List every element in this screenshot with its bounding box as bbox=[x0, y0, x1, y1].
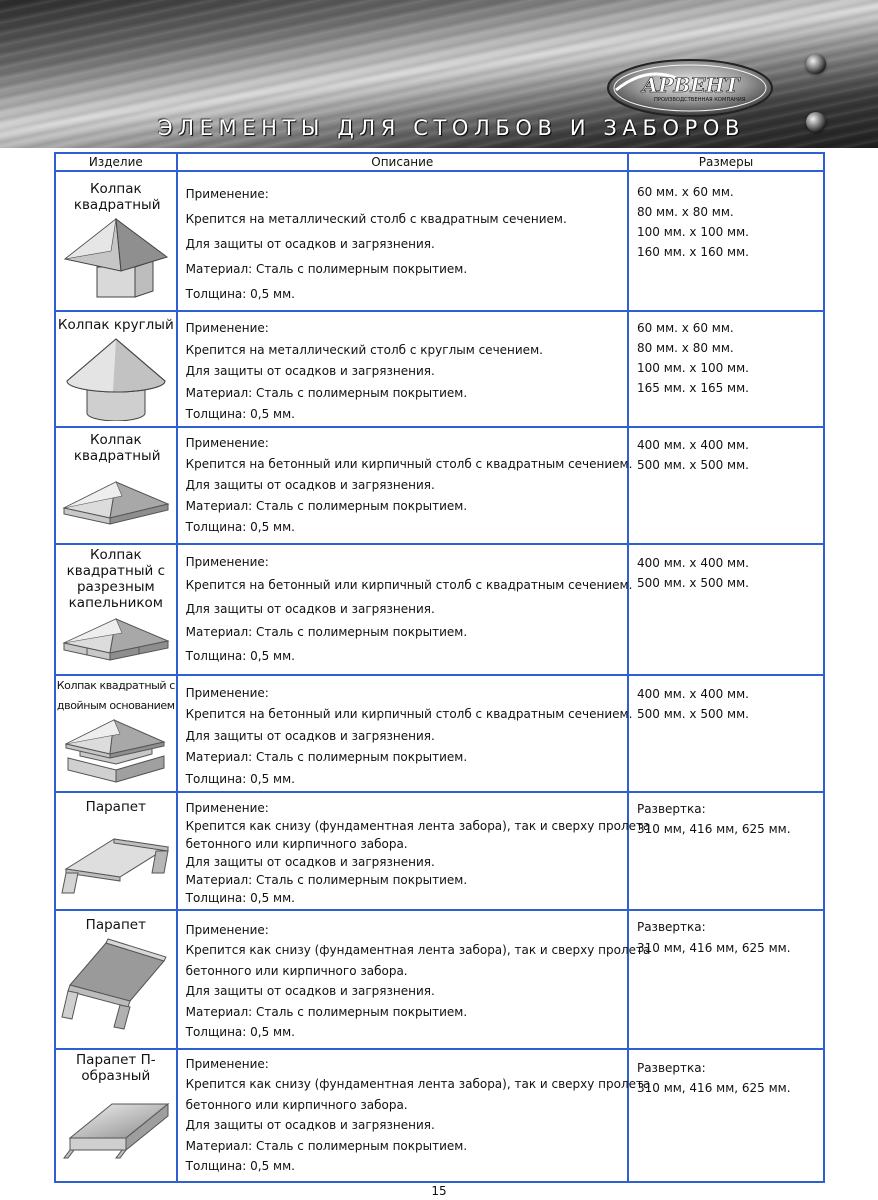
products-table bbox=[54, 152, 825, 1183]
description-line: Крепится как снизу (фундаментная лента забора), так и сверху пролета bbox=[185, 1077, 651, 1091]
sizes-cell bbox=[628, 792, 824, 910]
sizes-cell bbox=[628, 675, 824, 792]
table-row bbox=[55, 910, 824, 1049]
table-row bbox=[55, 675, 824, 792]
sizes-cell bbox=[628, 311, 824, 427]
description-line: бетонного или кирпичного забора. bbox=[185, 1097, 408, 1112]
description-line: Для защиты от осадков и загрязнения. bbox=[185, 854, 435, 869]
description-line: Материал: Сталь с полимерным покрытием. bbox=[185, 750, 468, 764]
size-line: 400 мм. х 400 мм. bbox=[636, 437, 749, 452]
description-line: Крепится на бетонный или кирпичный столб с квадратным сечением. bbox=[185, 578, 633, 592]
description-line: Материал: Сталь с полимерным покрытием. bbox=[185, 872, 468, 887]
description-line: Применение: bbox=[185, 800, 269, 815]
description-line: Для защиты от осадков и загрязнения. bbox=[185, 237, 435, 251]
description-line: Крепится на бетонный или кирпичный столб с квадратным сечением. bbox=[185, 456, 633, 471]
size-line: 310 мм, 416 мм, 625 мм. bbox=[636, 1080, 791, 1095]
size-line: Развертка: bbox=[636, 1060, 706, 1075]
square-cap-icon bbox=[61, 215, 171, 301]
item-name: Колпак квадратный с двойным основанием bbox=[56, 678, 175, 712]
description-line: Крепится на металлический столб с квадратным сечением. bbox=[185, 212, 567, 226]
item-cell bbox=[55, 792, 177, 910]
parapet-icon bbox=[60, 817, 172, 897]
description-line: Толщина: 0,5 мм. bbox=[185, 1025, 295, 1039]
item-cell bbox=[55, 544, 177, 675]
header-banner bbox=[0, 0, 878, 148]
item-cell bbox=[55, 311, 177, 427]
description-cell bbox=[177, 311, 628, 427]
item-name: Колпак круглый bbox=[57, 317, 174, 333]
item-name: Парапет bbox=[85, 798, 146, 815]
description-line: Материал: Сталь с полимерным покрытием. bbox=[185, 625, 468, 639]
size-line: 500 мм. х 500 мм. bbox=[636, 457, 749, 472]
description-line: Применение: bbox=[185, 554, 269, 569]
table-row bbox=[55, 792, 824, 910]
size-line: 60 мм. х 60 мм. bbox=[636, 185, 734, 199]
item-name: Колпак квадратный bbox=[73, 181, 161, 213]
column-header-description: Описание bbox=[177, 153, 628, 171]
description-line: Для защиты от осадков и загрязнения. bbox=[185, 728, 435, 743]
description-line: Для защиты от осадков и загрязнения. bbox=[185, 364, 435, 378]
logo-name: АРВЕНТ bbox=[642, 73, 740, 97]
description-line: Крепится на металлический столб с круглым сечением. bbox=[185, 342, 543, 357]
logo-subtitle: ПРОИЗВОДСТВЕННАЯ КОМПАНИЯ bbox=[654, 97, 746, 103]
double-base-cap-icon bbox=[60, 718, 172, 784]
description-line: бетонного или кирпичного забора. bbox=[185, 836, 408, 851]
split-drip-cap-icon bbox=[60, 613, 172, 671]
company-logo bbox=[606, 58, 774, 118]
size-line: 500 мм. х 500 мм. bbox=[636, 706, 749, 721]
table-row bbox=[55, 311, 824, 427]
description-cell bbox=[177, 427, 633, 544]
sizes-cell bbox=[628, 1049, 824, 1182]
description-cell bbox=[177, 544, 633, 675]
description-line: Толщина: 0,5 мм. bbox=[185, 771, 295, 786]
description-line: Толщина: 0,5 мм. bbox=[185, 890, 295, 905]
size-line: 400 мм. х 400 мм. bbox=[636, 686, 749, 701]
description-line: Применение: bbox=[185, 1056, 269, 1071]
size-line: 80 мм. х 80 мм. bbox=[636, 205, 734, 219]
item-cell bbox=[55, 910, 177, 1049]
flat-square-cap-icon bbox=[60, 466, 172, 534]
item-cell bbox=[55, 171, 177, 311]
bolt-icon bbox=[806, 112, 826, 132]
table-row bbox=[55, 544, 824, 675]
description-line: Толщина: 0,5 мм. bbox=[185, 407, 295, 421]
column-header-item: Изделие bbox=[55, 153, 177, 171]
sizes-cell bbox=[628, 427, 824, 544]
size-line: 60 мм. х 60 мм. bbox=[636, 321, 734, 335]
size-line: 165 мм. х 165 мм. bbox=[636, 381, 749, 395]
size-line: 160 мм. х 160 мм. bbox=[636, 245, 749, 259]
bolt-icon bbox=[806, 54, 826, 74]
description-line: Крепится на бетонный или кирпичный столб с квадратным сечением. bbox=[185, 707, 633, 721]
description-line: Применение: bbox=[185, 321, 269, 335]
description-line: Для защиты от осадков и загрязнения. bbox=[185, 1118, 435, 1132]
description-line: Материал: Сталь с полимерным покрытием. bbox=[185, 262, 468, 276]
sizes-cell bbox=[628, 910, 824, 1049]
description-cell bbox=[177, 792, 651, 910]
size-line: 310 мм, 416 мм, 625 мм. bbox=[636, 821, 791, 836]
table-row bbox=[55, 171, 824, 311]
sizes-cell bbox=[628, 171, 824, 311]
item-cell bbox=[55, 427, 177, 544]
u-parapet-icon bbox=[60, 1086, 172, 1166]
size-line: Развертка: bbox=[636, 801, 706, 816]
size-line: 100 мм. х 100 мм. bbox=[636, 225, 749, 239]
description-line: Для защиты от осадков и загрязнения. bbox=[185, 477, 435, 492]
table-row bbox=[55, 1049, 824, 1182]
size-line: 310 мм, 416 мм, 625 мм. bbox=[636, 940, 791, 955]
item-name: Колпак квадратный с разрезным капельником bbox=[66, 546, 166, 611]
parapet-ridge-icon bbox=[60, 935, 172, 1031]
description-line: Для защиты от осадков и загрязнения. bbox=[185, 601, 435, 616]
description-line: Материал: Сталь с полимерным покрытием. bbox=[185, 1004, 468, 1019]
item-cell bbox=[55, 1049, 177, 1182]
description-line: бетонного или кирпичного забора. bbox=[185, 963, 408, 978]
size-line: 400 мм. х 400 мм. bbox=[636, 555, 749, 570]
description-line: Применение: bbox=[185, 922, 269, 937]
description-line: Крепится как снизу (фундаментная лента забора), так и сверху пролета bbox=[185, 943, 651, 957]
size-line: Развертка: bbox=[636, 919, 706, 934]
description-line: Для защиты от осадков и загрязнения. bbox=[185, 984, 435, 998]
description-line: Толщина: 0,5 мм. bbox=[185, 1159, 295, 1173]
description-line: Применение: bbox=[185, 435, 269, 450]
sizes-cell bbox=[628, 544, 824, 675]
description-line: Применение: bbox=[185, 187, 269, 201]
item-name: Парапет П-образный bbox=[76, 1051, 156, 1084]
description-line: Толщина: 0,5 мм. bbox=[185, 287, 295, 301]
table-row bbox=[55, 427, 824, 544]
description-line: Толщина: 0,5 мм. bbox=[185, 519, 295, 534]
description-line: Толщина: 0,5 мм. bbox=[185, 648, 295, 663]
item-name: Парапет bbox=[85, 916, 146, 933]
description-cell bbox=[177, 1049, 651, 1182]
description-cell bbox=[177, 171, 628, 311]
description-line: Материал: Сталь с полимерным покрытием. bbox=[185, 385, 468, 400]
description-line: Материал: Сталь с полимерным покрытием. bbox=[185, 1138, 468, 1153]
description-line: Крепится как снизу (фундаментная лента забора), так и сверху пролета bbox=[185, 818, 651, 833]
description-cell bbox=[177, 675, 633, 792]
size-line: 100 мм. х 100 мм. bbox=[636, 361, 749, 375]
size-line: 500 мм. х 500 мм. bbox=[636, 575, 749, 590]
item-cell bbox=[55, 675, 177, 792]
item-name: Колпак квадратный bbox=[73, 431, 161, 464]
description-line: Материал: Сталь с полимерным покрытием. bbox=[185, 498, 468, 513]
description-line: Применение: bbox=[185, 685, 269, 700]
description-cell bbox=[177, 910, 651, 1049]
page-number: 15 bbox=[431, 1184, 447, 1198]
page-title: ЭЛЕМЕНТЫ ДЛЯ СТОЛБОВ И ЗАБОРОВ bbox=[158, 116, 745, 140]
size-line: 80 мм. х 80 мм. bbox=[636, 341, 734, 355]
column-header-sizes: Размеры bbox=[628, 153, 824, 171]
round-cap-icon bbox=[61, 335, 171, 421]
